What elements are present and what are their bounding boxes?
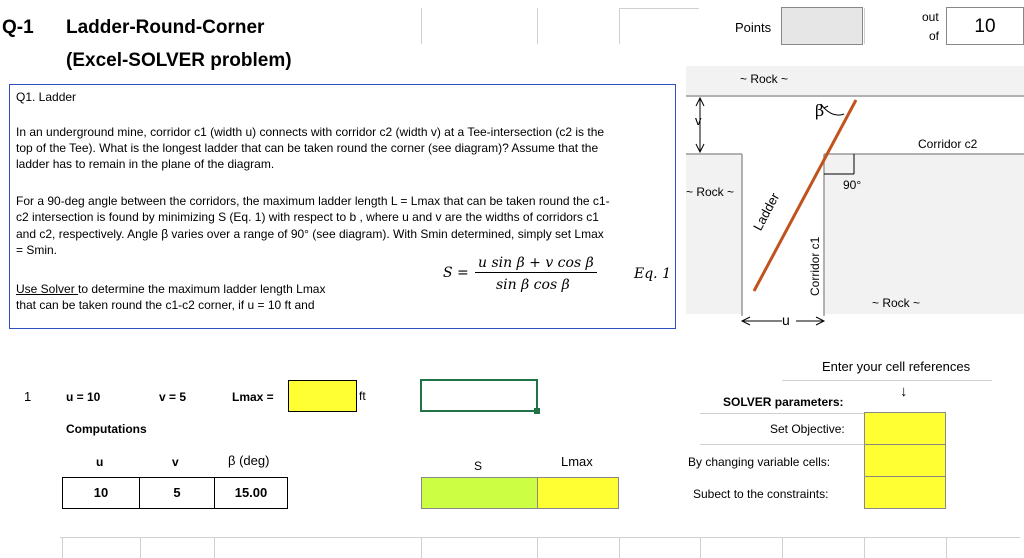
set-objective-cell[interactable] [864, 412, 946, 445]
eq-label: Eq. 1 [634, 266, 671, 282]
out-label: out [922, 10, 939, 24]
solver-link[interactable]: Use Solver [16, 282, 79, 296]
u-label: u [782, 312, 790, 328]
selected-cell[interactable] [420, 379, 538, 412]
changing-cells-label: By changing variable cells: [688, 455, 831, 469]
eq-fraction-bar [475, 272, 597, 273]
v-label: v [695, 113, 702, 128]
gridline [421, 537, 422, 558]
col-header-v: v [172, 455, 179, 469]
corridor-c2-label: Corridor c2 [918, 137, 978, 151]
solver-instruction-text: to determine the maximum ladder length Lmax [78, 282, 326, 296]
of-label: of [929, 29, 940, 43]
down-arrow-icon: ↓ [900, 383, 908, 400]
gridline [619, 8, 620, 44]
gridline [214, 537, 215, 558]
total-points-cell[interactable]: 10 [946, 7, 1024, 45]
col-header-u: u [96, 455, 104, 469]
gridline [140, 537, 141, 558]
beta-label: β [815, 101, 825, 120]
question-text: that can be taken round the c1-c2 corner, if u = 10 ft and [16, 298, 315, 312]
corridor-c1-label: Corridor c1 [808, 236, 822, 296]
rock-top-area [686, 66, 1024, 96]
page-title: Ladder-Round-Corner [66, 17, 265, 38]
constraints-label: Subect to the constraints: [693, 487, 829, 501]
question-heading: Q1. Ladder [16, 90, 77, 104]
gridline [537, 8, 538, 44]
eq-lhs: S = [443, 265, 469, 281]
rock-left-label: ~ Rock ~ [686, 185, 735, 199]
gridline [700, 537, 701, 558]
beta-arc [824, 108, 844, 115]
solver-instruction [16, 281, 325, 298]
gridline [782, 380, 992, 381]
question-text: c2 intersection is found by minimizing S (Eq. 1) with respect to b , where u and v are the widths of corridors c1 [16, 210, 599, 224]
gridline [60, 537, 1020, 538]
gridline [537, 537, 538, 558]
enter-refs-label: Enter your cell references [822, 359, 971, 374]
s-value-cell[interactable] [421, 477, 538, 509]
eq-denominator: sin β cos β [496, 277, 570, 293]
question-text: ladder has to remain in the plane of the diagram. [16, 157, 275, 171]
gridline [619, 8, 699, 9]
gridline [864, 537, 865, 558]
set-objective-label: Set Objective: [770, 422, 845, 436]
question-text: For a 90-deg angle between the corridors, the maximum ladder length L = Lmax that can be taken round the c1- [16, 194, 610, 208]
changing-cells-cell[interactable] [864, 444, 946, 477]
question-text: = Smin. [16, 243, 58, 257]
gridline [619, 537, 620, 558]
ladder-label: Ladder [750, 190, 783, 234]
rock-left-area [686, 154, 742, 314]
question-text: In an underground mine, corridor c1 (width u) connects with corridor c2 (width v) at a Tee-intersection (c2 is the [16, 125, 605, 139]
fill-handle[interactable] [534, 408, 540, 414]
gridline [62, 537, 63, 558]
eq-numerator: u sin β + v cos β [478, 255, 594, 271]
col-header-s: S [474, 459, 483, 473]
points-cell[interactable] [781, 7, 863, 45]
constraints-cell[interactable] [864, 476, 946, 509]
question-text: top of the Tee). What is the longest ladder that can be taken round the corner (see diagram)? Assume that the [16, 141, 599, 155]
rock-top-label: ~ Rock ~ [740, 72, 789, 86]
v-value-cell[interactable]: 5 [139, 477, 215, 509]
points-label: Points [735, 20, 772, 35]
question-text: and c2, respectively. Angle β varies over a range of 90° (see diagram). With Smin determined, simply set Lmax [16, 227, 604, 241]
gridline [782, 537, 783, 558]
col-header-beta: β (deg) [228, 453, 270, 468]
u-value-cell[interactable]: 10 [62, 477, 140, 509]
v-input-text: v = 5 [159, 390, 187, 404]
u-input-text: u = 10 [66, 390, 101, 404]
gridline [946, 537, 947, 558]
rock-right-label: ~ Rock ~ [872, 296, 921, 310]
gridline [700, 444, 865, 445]
col-header-lmax: Lmax [561, 454, 593, 469]
solver-params-label: SOLVER parameters: [723, 395, 844, 409]
computations-heading: Computations [66, 422, 147, 436]
row-number: 1 [24, 389, 32, 404]
gridline [700, 413, 865, 414]
ladder-diagram [676, 66, 1024, 336]
lmax-value-cell[interactable] [537, 477, 619, 509]
lmax-label: Lmax = [232, 390, 274, 404]
question-number: Q-1 [2, 17, 34, 38]
gridline [421, 8, 422, 44]
gridline [864, 8, 865, 44]
beta-value-cell[interactable]: 15.00 [214, 477, 288, 509]
unit-label: ft [359, 389, 366, 403]
angle-label: 90° [843, 178, 862, 192]
page-subtitle: (Excel-SOLVER problem) [66, 50, 292, 71]
lmax-input-cell[interactable] [288, 380, 357, 412]
